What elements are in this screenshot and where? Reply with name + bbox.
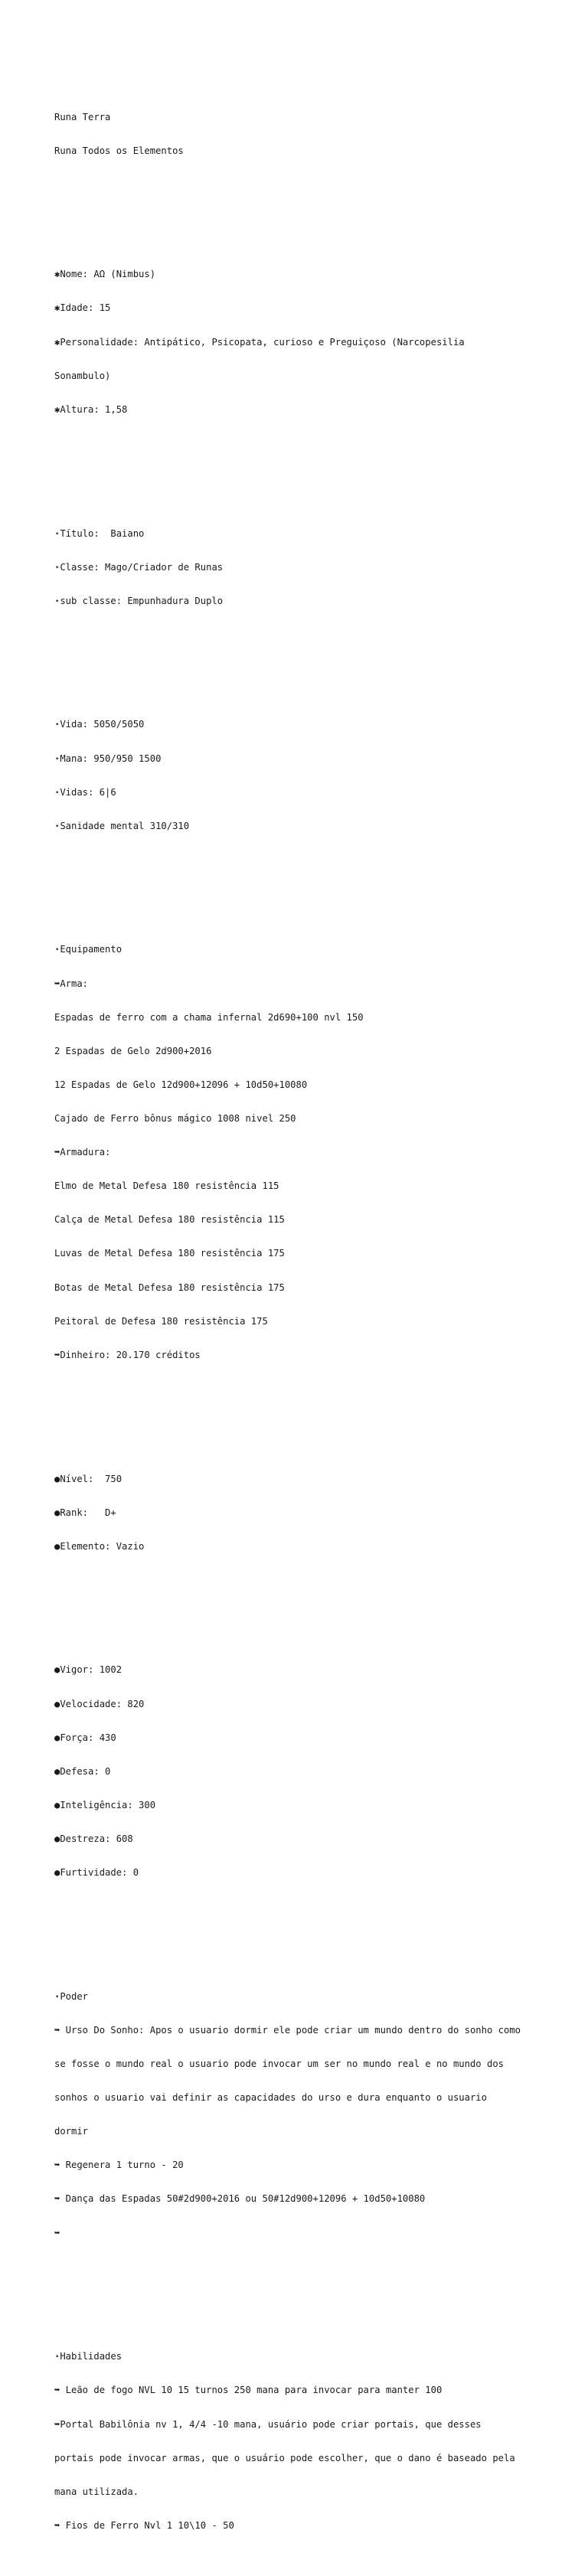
skill-line: ➥ Leão de fogo NVL 10 15 turnos 250 mana para invocar para manter 100	[54, 2385, 443, 2396]
power-heading: ⋆Poder	[54, 1990, 89, 2002]
rank-line: ●Rank: D+	[54, 1507, 116, 1518]
skills-heading: ⋆Habilidades	[54, 2351, 122, 2362]
blank-line	[54, 1924, 560, 1935]
attribute-line: ●Velocidade: 820	[54, 1698, 145, 1709]
level-line: ●Nível: 750	[54, 1473, 122, 1484]
skill-line: mana utilizada.	[54, 2486, 139, 2497]
vitals-section	[54, 697, 560, 854]
skill-line: portais pode invocar armas, que o usuário pode escolher, que o dano é baseado pela	[54, 2452, 515, 2463]
weapon-heading: ➥Arma:	[54, 978, 89, 989]
armor-item: Botas de Metal Defesa 180 resistência 175	[54, 1281, 285, 1293]
power-line: ➥	[54, 2227, 60, 2238]
level-section	[54, 1451, 560, 1575]
skill-line: ➥Portal Babilônia nv 1, 4/4 -10 mana, usuário pode criar portais, que desses	[54, 2418, 482, 2430]
blank-line	[54, 877, 560, 888]
armor-item: Calça de Metal Defesa 180 resistência 115	[54, 1214, 285, 1226]
armor-item: Luvas de Metal Defesa 180 resistência 175	[54, 1248, 285, 1259]
life-line: ⋆Vida: 5050/5050	[54, 719, 145, 730]
title-class-section	[54, 505, 560, 629]
rune-line: Runa Todos os Elementos	[54, 145, 184, 156]
power-line: ➥ Dança das Espadas 50#2d900+2016 ou 50#12d900+12096 + 10d50+10080	[54, 2193, 426, 2205]
equipment-heading: ⋆Equipamento	[54, 944, 122, 955]
weapon-item: 2 Espadas de Gelo 2d900+2016	[54, 1045, 212, 1056]
armor-item: Elmo de Metal Defesa 180 resistência 115	[54, 1180, 279, 1192]
armor-item: Peitoral de Defesa 180 resistência 175	[54, 1315, 268, 1327]
blank-line	[54, 651, 560, 663]
equipment-section	[54, 922, 560, 1383]
blank-line	[54, 1406, 560, 1417]
character-sheet-document	[54, 55, 560, 2576]
height-line: ✱Altura: 1,58	[54, 403, 128, 415]
power-section	[54, 1968, 560, 2261]
weapon-item: 12 Espadas de Gelo 12d900+12096 + 10d50+10080	[54, 1079, 308, 1090]
personality-line-cont: Sonambulo)	[54, 370, 111, 381]
weapon-item: Cajado de Ferro bônus mágico 1008 nivel 250	[54, 1113, 296, 1125]
mana-line: ⋆Mana: 950/950 1500	[54, 753, 162, 764]
attribute-line: ●Defesa: 0	[54, 1765, 111, 1777]
personality-line: ✱Personalidade: Antipático, Psicopata, curioso e Preguiçoso (Narcopesilia	[54, 336, 465, 348]
header-section	[54, 89, 560, 179]
power-line: ➥ Urso Do Sonho: Apos o usuario dormir ele pode criar um mundo dentro do sonho como	[54, 2024, 521, 2036]
power-line: sonhos o usuario vai definir as capacidades do urso e dura enquanto o usuario	[54, 2092, 487, 2104]
blank-line	[54, 460, 560, 472]
title-line: ⋆Título: Baiano	[54, 527, 145, 539]
attribute-line: ●Destreza: 608	[54, 1833, 133, 1844]
identity-section	[54, 246, 560, 438]
element-line: ●Elemento: Vazio	[54, 1540, 145, 1552]
attribute-line: ●Força: 430	[54, 1732, 116, 1743]
attributes-section	[54, 1642, 560, 1901]
blank-line	[54, 201, 560, 213]
skills-section	[54, 2329, 560, 2554]
blank-line	[54, 2284, 560, 2295]
lives-line: ⋆Vidas: 6|6	[54, 786, 116, 798]
money-line: ➥Dinheiro: 20.170 créditos	[54, 1349, 201, 1360]
name-line: ✱Nome: AΩ (Nimbus)	[54, 269, 156, 280]
power-line: se fosse o mundo real o usuario pode invocar um ser no mundo real e no mundo dos	[54, 2059, 504, 2070]
subclass-line: ⋆sub classe: Empunhadura Duplo	[54, 595, 224, 606]
attribute-line: ●Inteligência: 300	[54, 1799, 156, 1810]
power-line: dormir	[54, 2126, 89, 2137]
age-line: ✱Idade: 15	[54, 302, 111, 314]
blank-line	[54, 1597, 560, 1608]
skill-line: ➥ Fios de Ferro Nvl 1 10\10 - 50	[54, 2519, 234, 2531]
attribute-line: ●Furtividade: 0	[54, 1867, 139, 1879]
armor-heading: ➥Armadura:	[54, 1147, 111, 1158]
weapon-item: Espadas de ferro com a chama infernal 2d690+100 nvl 150	[54, 1011, 364, 1023]
power-line: ➥ Regenera 1 turno - 20	[54, 2160, 184, 2171]
rune-line: Runa Terra	[54, 111, 111, 122]
sanity-line: ⋆Sanidade mental 310/310	[54, 820, 190, 831]
class-line: ⋆Classe: Mago/Criador de Runas	[54, 561, 224, 573]
attribute-line: ●Vigor: 1002	[54, 1664, 122, 1676]
